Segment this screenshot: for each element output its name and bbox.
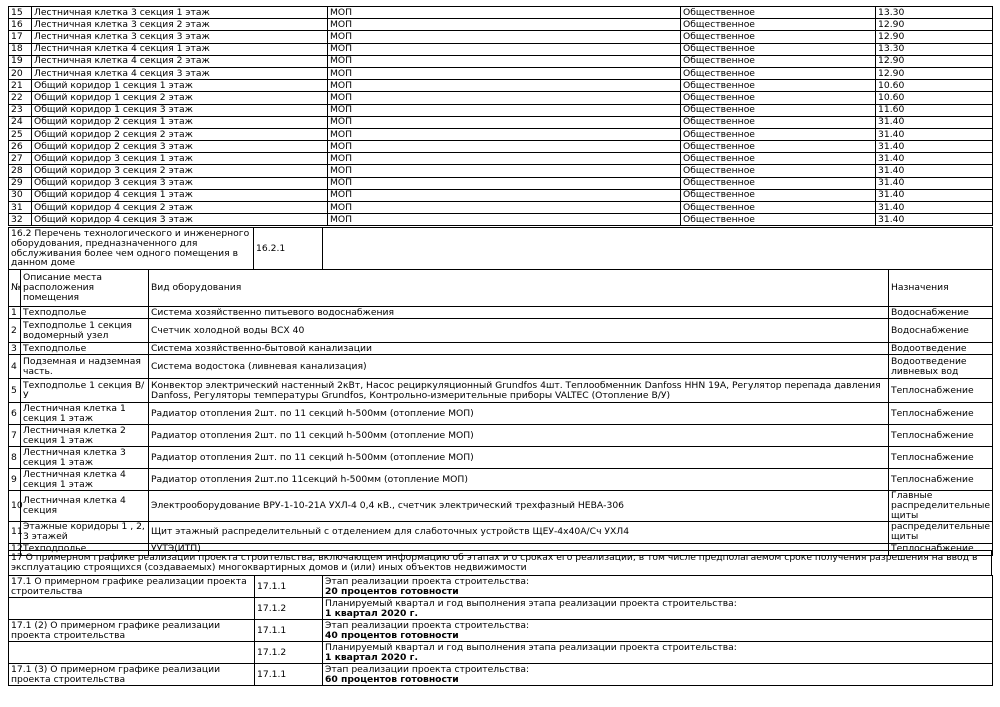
section-17-heading <box>8 550 992 576</box>
room-purpose: Общественное <box>681 92 876 104</box>
equipment-place: Лестничная клетка 4 секция <box>21 491 149 522</box>
room-name: Лестничная клетка 4 секция 2 этаж <box>32 55 328 67</box>
schedule-quarter <box>323 598 993 620</box>
room-type: МОП <box>328 31 681 43</box>
room-type: МОП <box>328 67 681 79</box>
equipment-number: 2 <box>9 319 21 343</box>
table-row <box>9 355 993 379</box>
table-row <box>9 141 993 153</box>
room-area: 13.30 <box>876 43 993 55</box>
table-row <box>9 104 993 116</box>
schedule-label: 17.1 О примерном графике реализации проекта строительства <box>9 576 255 598</box>
step-caption: Этап реализации проекта строительства: <box>325 619 530 631</box>
section-16-2 <box>8 227 993 270</box>
room-type: МОП <box>328 19 681 31</box>
step-caption: Планируемый квартал и год выполнения этапа реализации проекта строительства: <box>325 641 737 653</box>
table-row <box>9 153 993 165</box>
equipment-place: Техподполье <box>21 343 149 355</box>
table-row <box>9 43 993 55</box>
table-row <box>9 80 993 92</box>
room-name: Общий коридор 4 секция 3 этаж <box>32 214 328 226</box>
schedule-code: 17.1.1 <box>255 576 323 598</box>
room-area: 31.40 <box>876 214 993 226</box>
step-caption: Планируемый квартал и год выполнения этапа реализации проекта строительства: <box>325 597 737 609</box>
equipment-number: 6 <box>9 403 21 425</box>
equipment-number: 9 <box>9 469 21 491</box>
equipment-table <box>8 269 993 556</box>
equipment-kind: Система хозяйственно-бытовой канализации <box>149 343 889 355</box>
room-area: 31.40 <box>876 141 993 153</box>
equipment-kind: Конвектор электрический настенный 2кВт, Насос рециркуляционный Grundfos 4шт. Теплообменник Danfoss HHN 19A, Регулятор перепада давления Danfoss, Регуляторы температуры Grundfos, Контрольно-измерительные приборы VALTEC (Отопление В/У) <box>149 379 889 403</box>
section-17-schedule <box>8 575 993 686</box>
equipment-place: Техподполье 1 секция водомерный узел <box>21 319 149 343</box>
schedule-label-empty <box>9 642 255 664</box>
equipment-number: 4 <box>9 355 21 379</box>
equipment-purpose: Главные распределительные щиты <box>889 491 993 522</box>
equipment-number: 8 <box>9 447 21 469</box>
row-number: 29 <box>9 177 32 189</box>
table-row <box>9 425 993 447</box>
room-name: Общий коридор 2 секция 3 этаж <box>32 141 328 153</box>
equipment-kind: Щит этажный распределительный с отделением для слаботочных устройств ЩЕУ-4х40А/Сч УХЛ4 <box>149 521 889 543</box>
schedule-row <box>9 620 993 642</box>
equipment-purpose: Теплоснабжение <box>889 379 993 403</box>
room-purpose: Общественное <box>681 165 876 177</box>
equipment-kind: Счетчик холодной воды ВСХ 40 <box>149 319 889 343</box>
table-row <box>9 19 993 31</box>
table-row <box>9 469 993 491</box>
room-type: МОП <box>328 104 681 116</box>
equipment-purpose: Водоотведение ливневых вод <box>889 355 993 379</box>
room-purpose: Общественное <box>681 214 876 226</box>
equipment-kind: УУТЭ(ИТП) <box>149 543 889 555</box>
room-name: Общий коридор 4 секция 2 этаж <box>32 202 328 214</box>
schedule-code: 17.1.2 <box>255 598 323 620</box>
schedule-row <box>9 598 993 620</box>
equipment-kind: Радиатор отопления 2шт. по 11 секций h-500мм (отопление МОП) <box>149 447 889 469</box>
col-header-n: № <box>9 270 21 307</box>
row-number: 24 <box>9 116 32 128</box>
room-type: МОП <box>328 177 681 189</box>
section-16-2-code: 16.2.1 <box>254 228 323 270</box>
room-area: 12.90 <box>876 31 993 43</box>
table-row <box>9 55 993 67</box>
table-row <box>9 177 993 189</box>
schedule-label: 17.1 (2) О примерном графике реализации проекта строительства <box>9 620 255 642</box>
row-number: 30 <box>9 189 32 201</box>
room-purpose: Общественное <box>681 104 876 116</box>
step-value: 40 процентов готовности <box>325 629 459 641</box>
row-number: 21 <box>9 80 32 92</box>
table-row <box>9 92 993 104</box>
room-type: МОП <box>328 55 681 67</box>
room-type: МОП <box>328 92 681 104</box>
table-row <box>9 116 993 128</box>
schedule-stage <box>323 664 993 686</box>
row-number: 23 <box>9 104 32 116</box>
room-purpose: Общественное <box>681 43 876 55</box>
table-row <box>9 7 993 19</box>
room-purpose: Общественное <box>681 55 876 67</box>
room-area: 12.90 <box>876 67 993 79</box>
equipment-number: 10 <box>9 491 21 522</box>
room-name: Общий коридор 3 секция 1 этаж <box>32 153 328 165</box>
equipment-kind: Радиатор отопления 2шт. по 11 секций h-500мм (отопление МОП) <box>149 425 889 447</box>
equipment-number: 1 <box>9 307 21 319</box>
room-name: Лестничная клетка 3 секция 2 этаж <box>32 19 328 31</box>
row-number: 16 <box>9 19 32 31</box>
room-type: МОП <box>328 165 681 177</box>
equipment-purpose: Теплоснабжение <box>889 447 993 469</box>
row-number: 18 <box>9 43 32 55</box>
row-number: 22 <box>9 92 32 104</box>
equipment-number: 12 <box>9 543 21 555</box>
room-type: МОП <box>328 116 681 128</box>
row-number: 25 <box>9 128 32 140</box>
step-value: 20 процентов готовности <box>325 585 459 597</box>
equipment-purpose: Водоснабжение <box>889 307 993 319</box>
room-name: Общий коридор 2 секция 2 этаж <box>32 128 328 140</box>
schedule-quarter <box>323 642 993 664</box>
step-value: 1 квартал 2020 г. <box>325 651 418 663</box>
room-name: Лестничная клетка 3 секция 1 этаж <box>32 7 328 19</box>
table-row <box>9 491 993 522</box>
room-area: 31.40 <box>876 128 993 140</box>
equipment-purpose: распределительные щиты <box>889 521 993 543</box>
room-type: МОП <box>328 7 681 19</box>
schedule-code: 17.1.2 <box>255 642 323 664</box>
row-number: 15 <box>9 7 32 19</box>
section-16-2-label: 16.2 Перечень технологического и инженерного оборудования, предназначенного для обслуживания более чем одного помещения в данном доме <box>9 228 254 270</box>
room-purpose: Общественное <box>681 67 876 79</box>
room-purpose: Общественное <box>681 7 876 19</box>
room-name: Общий коридор 1 секция 1 этаж <box>32 80 328 92</box>
schedule-label-empty <box>9 598 255 620</box>
room-type: МОП <box>328 214 681 226</box>
schedule-label: 17.1 (3) О примерном графике реализации проекта строительства <box>9 664 255 686</box>
room-area: 31.40 <box>876 202 993 214</box>
col-header-place: Описание места расположения помещения <box>21 270 149 307</box>
equipment-place: Лестничная клетка 4 секция 1 этаж <box>21 469 149 491</box>
step-value: 60 процентов готовности <box>325 673 459 685</box>
row-number: 28 <box>9 165 32 177</box>
room-purpose: Общественное <box>681 19 876 31</box>
schedule-stage <box>323 620 993 642</box>
schedule-code: 17.1.1 <box>255 664 323 686</box>
room-name: Общий коридор 3 секция 3 этаж <box>32 177 328 189</box>
room-type: МОП <box>328 141 681 153</box>
step-caption: Этап реализации проекта строительства: <box>325 575 530 587</box>
room-purpose: Общественное <box>681 189 876 201</box>
table-row <box>9 403 993 425</box>
table-row <box>9 343 993 355</box>
row-number: 17 <box>9 31 32 43</box>
table-row <box>9 165 993 177</box>
row-number: 32 <box>9 214 32 226</box>
schedule-row <box>9 642 993 664</box>
room-type: МОП <box>328 202 681 214</box>
row-number: 31 <box>9 202 32 214</box>
room-name: Общий коридор 1 секция 2 этаж <box>32 92 328 104</box>
room-name: Общий коридор 1 секция 3 этаж <box>32 104 328 116</box>
room-area: 10.60 <box>876 80 993 92</box>
equipment-purpose: Теплоснабжение <box>889 425 993 447</box>
room-purpose: Общественное <box>681 141 876 153</box>
room-area: 12.90 <box>876 19 993 31</box>
room-area: 31.40 <box>876 189 993 201</box>
room-type: МОП <box>328 153 681 165</box>
row-number: 27 <box>9 153 32 165</box>
room-area: 31.40 <box>876 177 993 189</box>
col-header-purpose: Назначения <box>889 270 993 307</box>
table-row <box>9 31 993 43</box>
table-row <box>9 319 993 343</box>
equipment-purpose: Теплоснабжение <box>889 543 993 555</box>
table-row <box>9 521 993 543</box>
room-purpose: Общественное <box>681 202 876 214</box>
equipment-purpose: Теплоснабжение <box>889 469 993 491</box>
room-name: Лестничная клетка 3 секция 3 этаж <box>32 31 328 43</box>
room-area: 31.40 <box>876 165 993 177</box>
room-name: Лестничная клетка 4 секция 1 этаж <box>32 43 328 55</box>
equipment-kind: Радиатор отопления 2шт. по 11 секций h-500мм (отопление МОП) <box>149 403 889 425</box>
room-type: МОП <box>328 189 681 201</box>
room-name: Общий коридор 4 секция 1 этаж <box>32 189 328 201</box>
equipment-number: 7 <box>9 425 21 447</box>
schedule-code: 17.1.1 <box>255 620 323 642</box>
section-17-heading-text: 17 О примерном графике реализации проекта строительства, включающем информацию об этапах и о сроках его реализации, в том числе предполагаемом сроке получения разрешения на ввод в эксплуатацию строящихся (создаваемых) многоквартирных домов и (или) иных объектов недвижимости <box>9 551 992 576</box>
room-area: 31.40 <box>876 153 993 165</box>
equipment-place: Лестничная клетка 2 секция 1 этаж <box>21 425 149 447</box>
equipment-number: 11 <box>9 521 21 543</box>
room-purpose: Общественное <box>681 153 876 165</box>
equipment-kind: Система хозяйственно питьевого водоснабжения <box>149 307 889 319</box>
room-type: МОП <box>328 128 681 140</box>
room-name: Общий коридор 3 секция 2 этаж <box>32 165 328 177</box>
equipment-place: Этажные коридоры 1 , 2, 3 этажей <box>21 521 149 543</box>
equipment-kind: Радиатор отопления 2шт.по 11секций h-500мм (отопление МОП) <box>149 469 889 491</box>
room-purpose: Общественное <box>681 177 876 189</box>
equipment-number: 3 <box>9 343 21 355</box>
step-value: 1 квартал 2020 г. <box>325 607 418 619</box>
equipment-purpose: Водоснабжение <box>889 319 993 343</box>
mop-table <box>8 6 993 226</box>
room-area: 13.30 <box>876 7 993 19</box>
schedule-stage <box>323 576 993 598</box>
equipment-header-row <box>9 270 993 307</box>
equipment-place: Лестничная клетка 1 секция 1 этаж <box>21 403 149 425</box>
table-row <box>9 202 993 214</box>
equipment-kind: Система водостока (ливневая канализация) <box>149 355 889 379</box>
table-row <box>9 447 993 469</box>
table-row <box>9 128 993 140</box>
room-name: Лестничная клетка 4 секция 3 этаж <box>32 67 328 79</box>
room-area: 31.40 <box>876 116 993 128</box>
equipment-number: 5 <box>9 379 21 403</box>
equipment-purpose: Теплоснабжение <box>889 403 993 425</box>
equipment-place: Техподполье 1 секция В/У <box>21 379 149 403</box>
room-type: МОП <box>328 43 681 55</box>
equipment-place: Техподполье <box>21 307 149 319</box>
room-purpose: Общественное <box>681 128 876 140</box>
equipment-kind: Электрооборудование ВРУ-1-10-21А УХЛ-4 0,4 кВ., счетчик электрический трехфазный НЕВА-306 <box>149 491 889 522</box>
equipment-place: Подземная и надземная часть. <box>21 355 149 379</box>
row-number: 26 <box>9 141 32 153</box>
equipment-purpose: Водоотведение <box>889 343 993 355</box>
room-purpose: Общественное <box>681 116 876 128</box>
col-header-kind: Вид оборудования <box>149 270 889 307</box>
equipment-place: Лестничная клетка 3 секция 1 этаж <box>21 447 149 469</box>
step-caption: Этап реализации проекта строительства: <box>325 663 530 675</box>
room-purpose: Общественное <box>681 80 876 92</box>
table-row <box>9 379 993 403</box>
table-row <box>9 67 993 79</box>
table-row <box>9 189 993 201</box>
schedule-row <box>9 576 993 598</box>
room-purpose: Общественное <box>681 31 876 43</box>
row-number: 20 <box>9 67 32 79</box>
room-area: 12.90 <box>876 55 993 67</box>
row-number: 19 <box>9 55 32 67</box>
room-area: 10.60 <box>876 92 993 104</box>
room-area: 11.60 <box>876 104 993 116</box>
room-name: Общий коридор 2 секция 1 этаж <box>32 116 328 128</box>
schedule-row <box>9 664 993 686</box>
table-row <box>9 307 993 319</box>
table-row <box>9 214 993 226</box>
equipment-place: Техподполье <box>21 543 149 555</box>
room-type: МОП <box>328 80 681 92</box>
